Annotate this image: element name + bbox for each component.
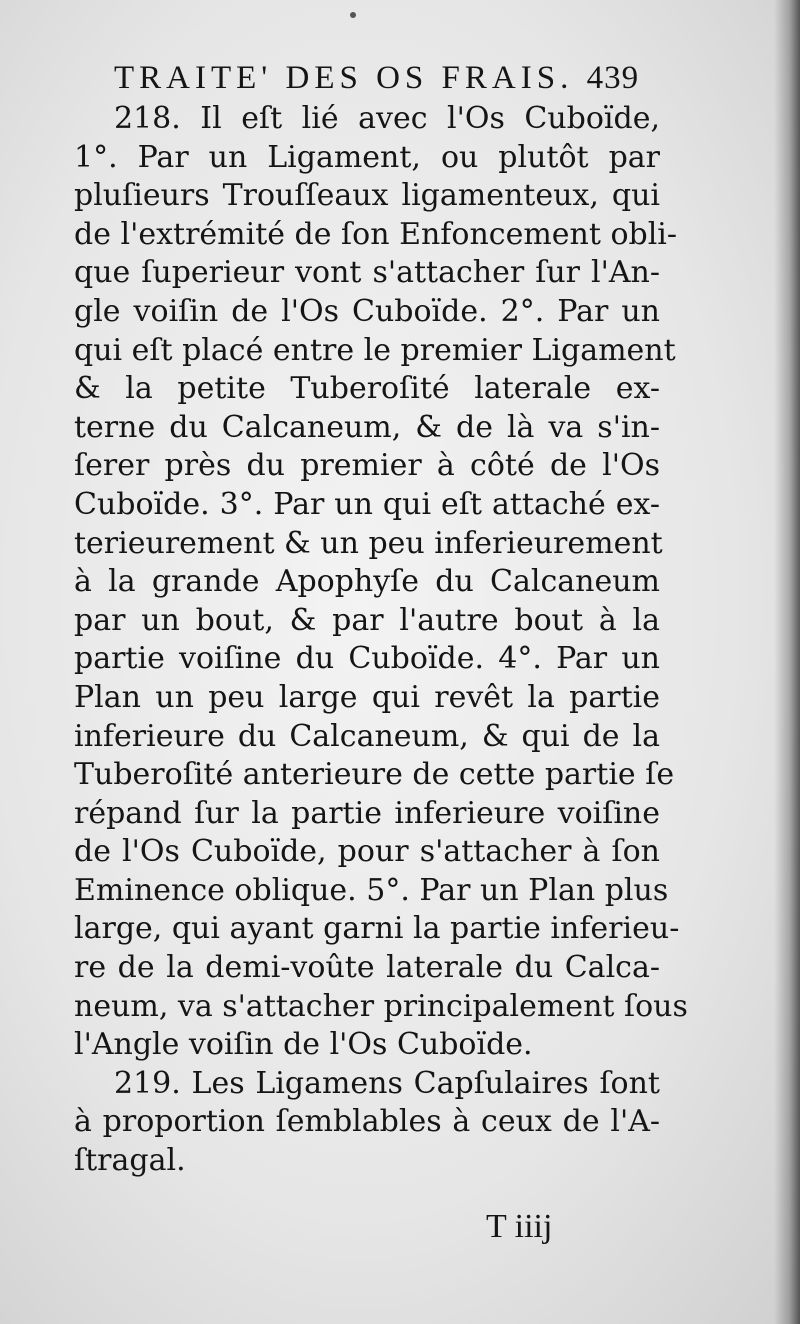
text-line: Tuberoſité anterieure de cette partie ſe	[74, 757, 675, 793]
text-line: terne du Calcaneum, & de là va s'in-	[74, 409, 660, 445]
page-number: 439	[586, 60, 640, 96]
text-line: 218. Il eſt lié avec l'Os Cuboïde,	[114, 101, 660, 136]
text-line: large, qui ayant garni la partie inferieu-	[74, 911, 680, 947]
text-line: terieurement & un peu inferieurement	[74, 525, 663, 561]
text-line: de l'Os Cuboïde, pour s'attacher à ſon	[74, 834, 660, 870]
signature-mark: T iiij	[486, 1208, 553, 1245]
text-line: pluſieurs Trouſſeaux ligamenteux, qui	[74, 178, 660, 214]
text-block	[74, 56, 688, 1181]
text-line: partie voiſine du Cuboïde. 4°. Par un	[74, 641, 660, 677]
text-line: inferieure du Calcaneum, & qui de la	[74, 718, 660, 754]
text-line: Eminence oblique. 5°. Par un Plan plus	[74, 872, 669, 908]
text-line: & la petite Tuberoſité laterale ex-	[74, 371, 660, 407]
ink-speck	[350, 12, 356, 18]
text-line: à la grande Apophyſe du Calcaneum	[74, 564, 660, 600]
text-line: ſtragal.	[74, 1143, 186, 1179]
text-line: l'Angle voiſin de l'Os Cuboïde.	[74, 1027, 533, 1063]
text-line: re de la demi-voûte laterale du Calca-	[74, 950, 660, 986]
running-head-title: TRAITE' DES OS FRAIS.	[114, 60, 574, 96]
text-line: 219. Les Ligamens Capſulaires ſont	[114, 1065, 660, 1101]
text-line: par un bout, & par l'autre bout à la	[74, 602, 660, 638]
text-line: Cuboïde. 3°. Par un qui eſt attaché ex-	[74, 486, 660, 522]
text-line: que ſuperieur vont s'attacher ſur l'An-	[74, 255, 660, 291]
running-head	[74, 56, 660, 100]
text-line: ſerer près du premier à côté de l'Os	[74, 448, 660, 484]
page-gutter-shadow	[774, 0, 800, 1324]
text-line: 1°. Par un Ligament, ou plutôt par	[74, 139, 660, 175]
text-line: gle voiſin de l'Os Cuboïde. 2°. Par un	[74, 293, 660, 329]
text-line: répand ſur la partie inferieure voiſine	[74, 795, 660, 831]
text-line: de l'extrémité de ſon Enfoncement obli-	[74, 216, 678, 252]
text-line: à proportion ſemblables à ceux de l'A-	[74, 1104, 660, 1140]
text-line: neum, va s'attacher principalement ſous	[74, 988, 688, 1024]
text-line: qui eſt placé entre le premier Ligament	[74, 332, 676, 368]
text-line: Plan un peu large qui revêt la partie	[74, 679, 660, 715]
